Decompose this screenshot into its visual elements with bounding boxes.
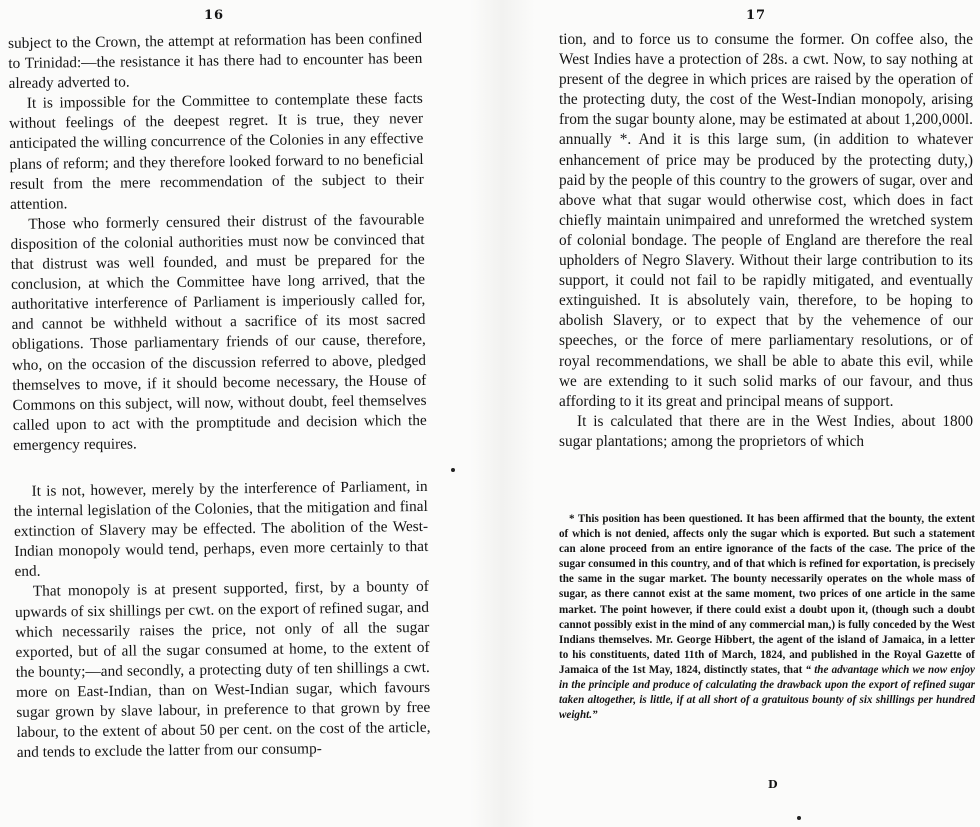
paragraph: It is calculated that there are in the West Indies, about 1800 sugar plantations; among the proprietors of which xyxy=(559,412,973,450)
paragraph: It is not, however, merely by the interference of Parliament, in the internal legislation of the Colonies, that the mitigation and final extinction of Slavery may be effected. The abolition of the West-Indian monopoly would tend, perhaps, even more certainly to that end. xyxy=(13,477,429,581)
signature-mark: D xyxy=(768,778,778,791)
footnote-text: * This position has been questioned. It has been affirmed that the bounty, the extent of which is not denied, affects only the sugar which is exported. But such a statement can alone proceed from an entire ignorance of the facts of the case. The price of the sugar consumed in this country, and of that which is refined for exportation, is precisely the same in the sugar market. The bounty necessarily operates on the whole mass of sugar, as there cannot exist at the same moment, two prices of one article in the same market. The point however, if there could exist a doubt upon it, (though such a doubt cannot possibly exist in the mind of any commercial man,) is fully conceded by the West Indians themselves. Mr. George Hibbert, the agent of the island of Jamaica, in a letter to his constituents, dated 11th of March, 1824, and published in the Royal Gazette of Jamaica of the 1st May, 1824, distinctly states, that xyxy=(559,513,975,676)
paragraph: tion, and to force us to consume the former. On coffee also, the West Indies have a protection of 28s. a cwt. Now, to say nothing at present of the degree in which prices are raised by the operation of the protecting duty, the cost of the West-Indian monopoly, arising from the sugar bounty alone, may be estimated at about 1,200,000l. annually *. And it is this large sum, (in addition to whatever enhancement of price may be produced by the protecting duty,) paid by the people of this country to the growers of sugar, over and above what that sugar would otherwise cost, which does in fact chiefly maintain unimpaired and unreformed the wretched system of colonial bondage. The people of England are therefore the real upholders of Negro Slavery. Without their large contribution to its support, it could not fail to be rapidly mitigated, and eventually extinguished. It is absolutely vain, therefore, to be hoping to abolish Slavery, or to expect that by the vehemence of our speeches, or the force of mere parliamentary resolutions, or of royal recommendations, we shall be able to abate this evil, while we are extending to it such solid marks of our favour, and thus affording to it its great and principal means of support. xyxy=(559,31,973,410)
page-gutter xyxy=(470,0,535,827)
paragraph: That monopoly is at present supported, first, by a bounty of upwards of six shillings per cwt. on the export of refined sugar, and which necessarily raises the price, not only of all the sugar exported, but of all the sugar consumed at home, to the extent of the bounty;—and secondly, a protecting duty of ten shillings a cwt. more on East-Indian, than on West-Indian sugar, which favours sugar grown by slave labour, in preference to that grown by free labour, to the extent of about 50 per cent. on the cost of the article, and tends to exclude the latter from our consump- xyxy=(14,578,431,762)
page-body xyxy=(8,29,431,763)
left-page xyxy=(0,0,470,827)
page-number: 16 xyxy=(204,8,225,23)
page-body xyxy=(559,30,973,452)
paragraph: It is impossible for the Committee to contemplate these facts without feelings of the deepest regret. It is true, they never anticipated the willing concurrence of the Colonies in any effective plans of reform; and they therefore looked forward to no beneficial result from the mere recommendation of the subject to their attention. xyxy=(8,90,424,213)
footnote-quote: “ the advantage which we now enjoy in the principle and produce of calculating the drawback upon the export of refined sugar taken altogether, is little, if at all short of a gratuitous bounty of six shillings per hundred weight.” xyxy=(559,663,975,722)
page-number: 17 xyxy=(746,8,767,23)
paragraph: subject to the Crown, the attempt at reformation has been confined to Trinidad:—the resistance it has there had to encounter has been already adverted to. xyxy=(8,29,423,93)
paragraph: Those who formerly censured their distrust of the favourable disposition of the colonial authorities must now be convinced that that distrust was well founded, and must be prepared for the conclusion, at which the Committee have long arrived, that the authoritative interference of Parliament is imperiously called for, and cannot be withheld without a sacrifice of its most sacred obligations. Those parliamentary friends of our cause, therefore, who, on the occasion of the discussion referred to above, pledged themselves to move, if it should become necessary, the House of Commons on this subject, will now, without doubt, feel themselves called upon to act with the promptitude and decision which the emergency requires. xyxy=(10,210,427,454)
ink-speck xyxy=(451,468,455,472)
right-page xyxy=(535,0,980,827)
footnote xyxy=(559,512,975,723)
ink-speck xyxy=(797,816,801,820)
